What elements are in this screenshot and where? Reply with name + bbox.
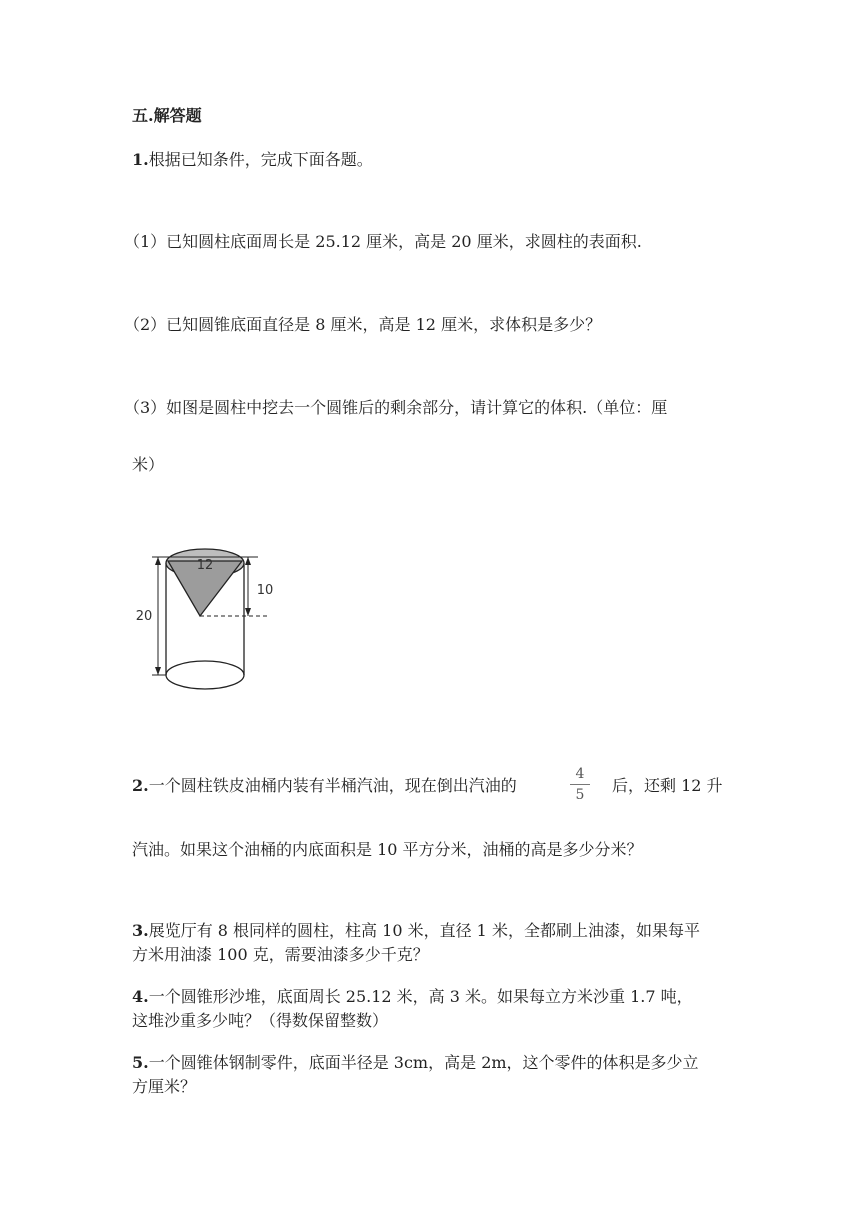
question-3-text: 展览厅有 8 根同样的圆柱，柱高 10 米，直径 1 米，全都刷上油漆，如果每平 xyxy=(148,921,700,940)
question-1-part-1: （1）已知圆柱底面周长是 25.12 厘米，高是 20 厘米，求圆柱的表面积. xyxy=(124,232,642,251)
question-3-line-2: 方米用油漆 100 克，需要油漆多少千克？ xyxy=(132,945,429,964)
question-3-line-1 xyxy=(132,921,700,941)
question-2-line-1-before xyxy=(132,776,517,796)
question-4-line-1 xyxy=(132,987,693,1007)
question-5-number: 5. xyxy=(132,1053,149,1072)
section-title: 五.解答题 xyxy=(132,106,202,125)
question-5-line-1 xyxy=(132,1053,699,1073)
question-1-part-3-line-2: 米） xyxy=(132,455,165,474)
question-5-line-2: 方厘米？ xyxy=(132,1077,197,1096)
question-2-line-1-after: 后，还剩 12 升 xyxy=(612,776,723,795)
question-1-stem xyxy=(132,150,373,170)
question-3-number: 3. xyxy=(132,921,149,940)
cylinder-cone-figure xyxy=(128,535,288,695)
cylinder-bottom-ellipse xyxy=(166,661,244,689)
fraction-denominator: 5 xyxy=(575,787,585,803)
question-4-text: 一个圆锥形沙堆，底面周长 25.12 米，高 3 米。如果每立方米沙重 1.7 吨， xyxy=(148,987,693,1006)
question-1-text: 根据已知条件，完成下面各题。 xyxy=(148,150,373,169)
cylinder-height-label: 20 xyxy=(135,609,153,624)
question-2-text-before: 一个圆柱铁皮油桶内装有半桶汽油，现在倒出汽油的 xyxy=(148,776,517,795)
question-4-number: 4. xyxy=(132,987,149,1006)
question-2-line-2: 汽油。如果这个油桶的内底面积是 10 平方分米，油桶的高是多少分米？ xyxy=(132,840,643,859)
fraction-four-fifths xyxy=(570,766,590,803)
question-2-number: 2. xyxy=(132,776,149,795)
question-4-line-2: 这堆沙重多少吨？（得数保留整数） xyxy=(132,1011,389,1030)
fraction-numerator: 4 xyxy=(575,766,585,782)
diameter-label: 12 xyxy=(196,558,214,573)
question-1-part-2: （2）已知圆锥底面直径是 8 厘米，高是 12 厘米，求体积是多少？ xyxy=(124,315,602,334)
cone-height-label: 10 xyxy=(256,583,274,598)
question-1-number: 1. xyxy=(132,150,149,169)
question-5-text: 一个圆锥体钢制零件，底面半径是 3cm，高是 2m，这个零件的体积是多少立 xyxy=(148,1053,699,1072)
question-1-part-3-line-1: （3）如图是圆柱中挖去一个圆锥后的剩余部分，请计算它的体积.（单位：厘 xyxy=(124,398,668,417)
